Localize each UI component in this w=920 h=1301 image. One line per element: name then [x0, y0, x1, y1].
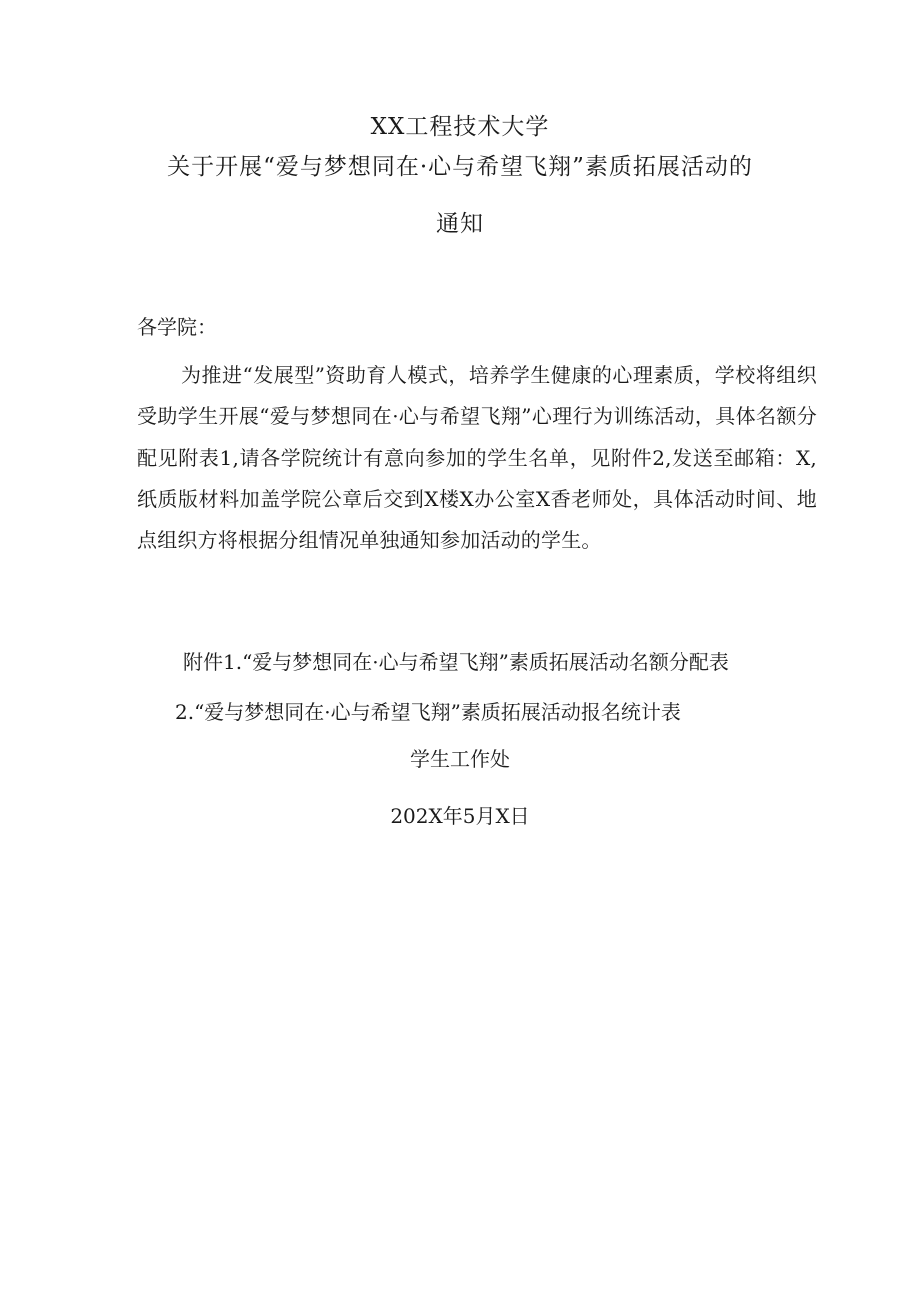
body-paragraph: 为推进“发展型”资助育人模式，培养学生健康的心理素质，学校将组织受助学生开展“爱与梦想同在·心与希望飞翔”心理行为训练活动，具体名额分配见附表1,请各学院统计有意向参加的学生名单，见附件2,发送至邮箱：X,纸质版材料加盖学院公章后交到X楼X办公室X香老师处，具体活动时间、地点组织方将根据分组情况单独通知参加活动的学生。 [137, 363, 817, 553]
attachment-item-2: 2.“爱与梦想同在·心与希望飞翔”素质拓展活动报名统计表 [175, 700, 681, 724]
document-title [0, 112, 920, 239]
title-subject: 关于开展“爱与梦想同在·心与希望飞翔”素质拓展活动的 [167, 154, 753, 180]
title-university: XX工程技术大学 [370, 114, 550, 140]
attachment-item-1: 附件1.“爱与梦想同在·心与希望飞翔”素质拓展活动名额分配表 [183, 650, 729, 674]
title-notice: 通知 [436, 211, 484, 237]
signature-date: 202X年5月X日 [390, 804, 530, 828]
salutation: 各学院： [137, 315, 217, 339]
signature-office: 学生工作处 [410, 747, 510, 771]
